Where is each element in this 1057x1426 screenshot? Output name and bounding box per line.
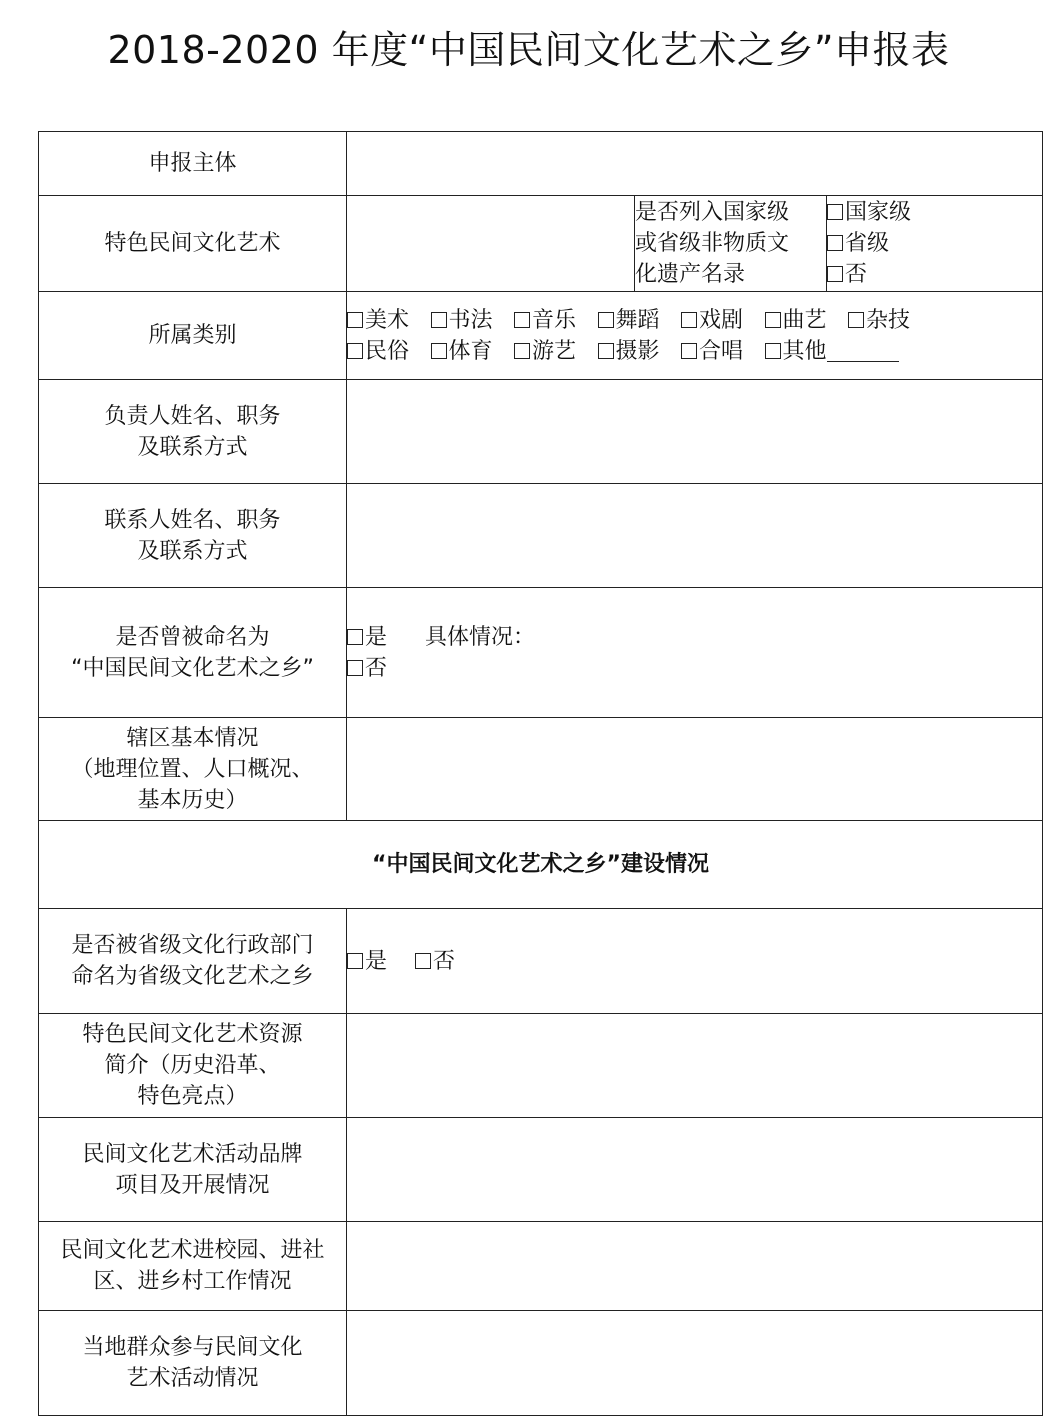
category-row-2	[347, 336, 1042, 367]
label-brand: 民间文化艺术活动品牌 项目及开展情况	[39, 1118, 347, 1222]
label-resources: 特色民间文化艺术资源 简介（历史沿革、 特色亮点）	[39, 1014, 347, 1118]
input-district[interactable]	[347, 718, 1043, 821]
section-header-construction: “中国民间文化艺术之乡”建设情况	[39, 821, 1043, 909]
named-before-option-no[interactable]: 否	[347, 653, 1042, 684]
category-option-folk-custom[interactable]: 民俗	[347, 336, 431, 367]
category-option-dance[interactable]: 舞蹈	[598, 305, 682, 336]
category-option-acrobatics[interactable]: 杂技	[848, 305, 932, 336]
heritage-option-national[interactable]: 国家级	[827, 197, 1042, 228]
input-art[interactable]	[347, 196, 635, 292]
label-art: 特色民间文化艺术	[39, 196, 347, 292]
row-named-before	[39, 588, 1043, 718]
checkbox[interactable]	[514, 343, 530, 359]
checkbox[interactable]	[598, 312, 614, 328]
category-option-quyi[interactable]: 曲艺	[765, 305, 849, 336]
input-subject[interactable]	[347, 132, 1043, 196]
checkbox[interactable]	[848, 312, 864, 328]
heritage-option-provincial[interactable]: 省级	[827, 228, 1042, 259]
checkbox[interactable]	[827, 266, 843, 282]
category-option-photography[interactable]: 摄影	[598, 336, 682, 367]
label-heritage: 是否列入国家级 或省级非物质文 化遗产名录	[635, 196, 827, 292]
row-district	[39, 718, 1043, 821]
provincial-options	[347, 909, 1043, 1014]
category-option-sports[interactable]: 体育	[431, 336, 515, 367]
checkbox[interactable]	[347, 312, 363, 328]
label-campus: 民间文化艺术进校园、进社 区、进乡村工作情况	[39, 1222, 347, 1311]
checkbox[interactable]	[431, 312, 447, 328]
label-subject: 申报主体	[39, 132, 347, 196]
other-blank-line[interactable]	[827, 339, 899, 362]
input-leader[interactable]	[347, 380, 1043, 484]
label-district: 辖区基本情况 （地理位置、人口概况、 基本历史）	[39, 718, 347, 821]
category-option-calligraphy[interactable]: 书法	[431, 305, 515, 336]
row-contact	[39, 484, 1043, 588]
checkbox[interactable]	[431, 343, 447, 359]
row-campus	[39, 1222, 1043, 1311]
row-leader	[39, 380, 1043, 484]
row-brand	[39, 1118, 1043, 1222]
provincial-option-yes[interactable]: 是	[347, 946, 387, 977]
row-public	[39, 1311, 1043, 1416]
label-provincial: 是否被省级文化行政部门 命名为省级文化艺术之乡	[39, 909, 347, 1014]
category-option-music[interactable]: 音乐	[514, 305, 598, 336]
checkbox[interactable]	[827, 204, 843, 220]
page-title: 2018-2020 年度“中国民间文化艺术之乡”申报表	[107, 28, 950, 72]
input-brand[interactable]	[347, 1118, 1043, 1222]
application-form-table	[38, 131, 1043, 1416]
row-section-header	[39, 821, 1043, 909]
category-option-games[interactable]: 游艺	[514, 336, 598, 367]
checkbox[interactable]	[514, 312, 530, 328]
checkbox[interactable]	[347, 953, 363, 969]
category-options	[347, 292, 1043, 380]
row-resources	[39, 1014, 1043, 1118]
input-contact[interactable]	[347, 484, 1043, 588]
checkbox[interactable]	[598, 343, 614, 359]
label-leader: 负责人姓名、职务 及联系方式	[39, 380, 347, 484]
category-option-fine-art[interactable]: 美术	[347, 305, 431, 336]
checkbox[interactable]	[681, 343, 697, 359]
provincial-option-no[interactable]: 否	[415, 946, 455, 977]
input-resources[interactable]	[347, 1014, 1043, 1118]
checkbox[interactable]	[827, 235, 843, 251]
checkbox[interactable]	[681, 312, 697, 328]
checkbox[interactable]	[765, 312, 781, 328]
named-before-options	[347, 588, 1043, 718]
row-category	[39, 292, 1043, 380]
label-named-before: 是否曾被命名为 “中国民间文化艺术之乡”	[39, 588, 347, 718]
category-option-other[interactable]: 其他	[765, 336, 899, 367]
input-public[interactable]	[347, 1311, 1043, 1416]
checkbox[interactable]	[347, 343, 363, 359]
category-option-chorus[interactable]: 合唱	[681, 336, 765, 367]
named-before-detail-label: 具体情况：	[425, 624, 536, 650]
checkbox[interactable]	[347, 660, 363, 676]
named-before-option-yes[interactable]: 是	[347, 622, 387, 653]
row-provincial	[39, 909, 1043, 1014]
label-contact: 联系人姓名、职务 及联系方式	[39, 484, 347, 588]
category-option-drama[interactable]: 戏剧	[681, 305, 765, 336]
label-public: 当地群众参与民间文化 艺术活动情况	[39, 1311, 347, 1416]
checkbox[interactable]	[765, 343, 781, 359]
input-campus[interactable]	[347, 1222, 1043, 1311]
row-subject	[39, 132, 1043, 196]
label-category: 所属类别	[39, 292, 347, 380]
heritage-option-no[interactable]: 否	[827, 259, 1042, 290]
heritage-options	[827, 196, 1043, 292]
row-art	[39, 196, 1043, 292]
checkbox[interactable]	[347, 629, 363, 645]
checkbox[interactable]	[415, 953, 431, 969]
category-row-1	[347, 305, 1042, 336]
named-before-yes-line	[347, 622, 1042, 653]
